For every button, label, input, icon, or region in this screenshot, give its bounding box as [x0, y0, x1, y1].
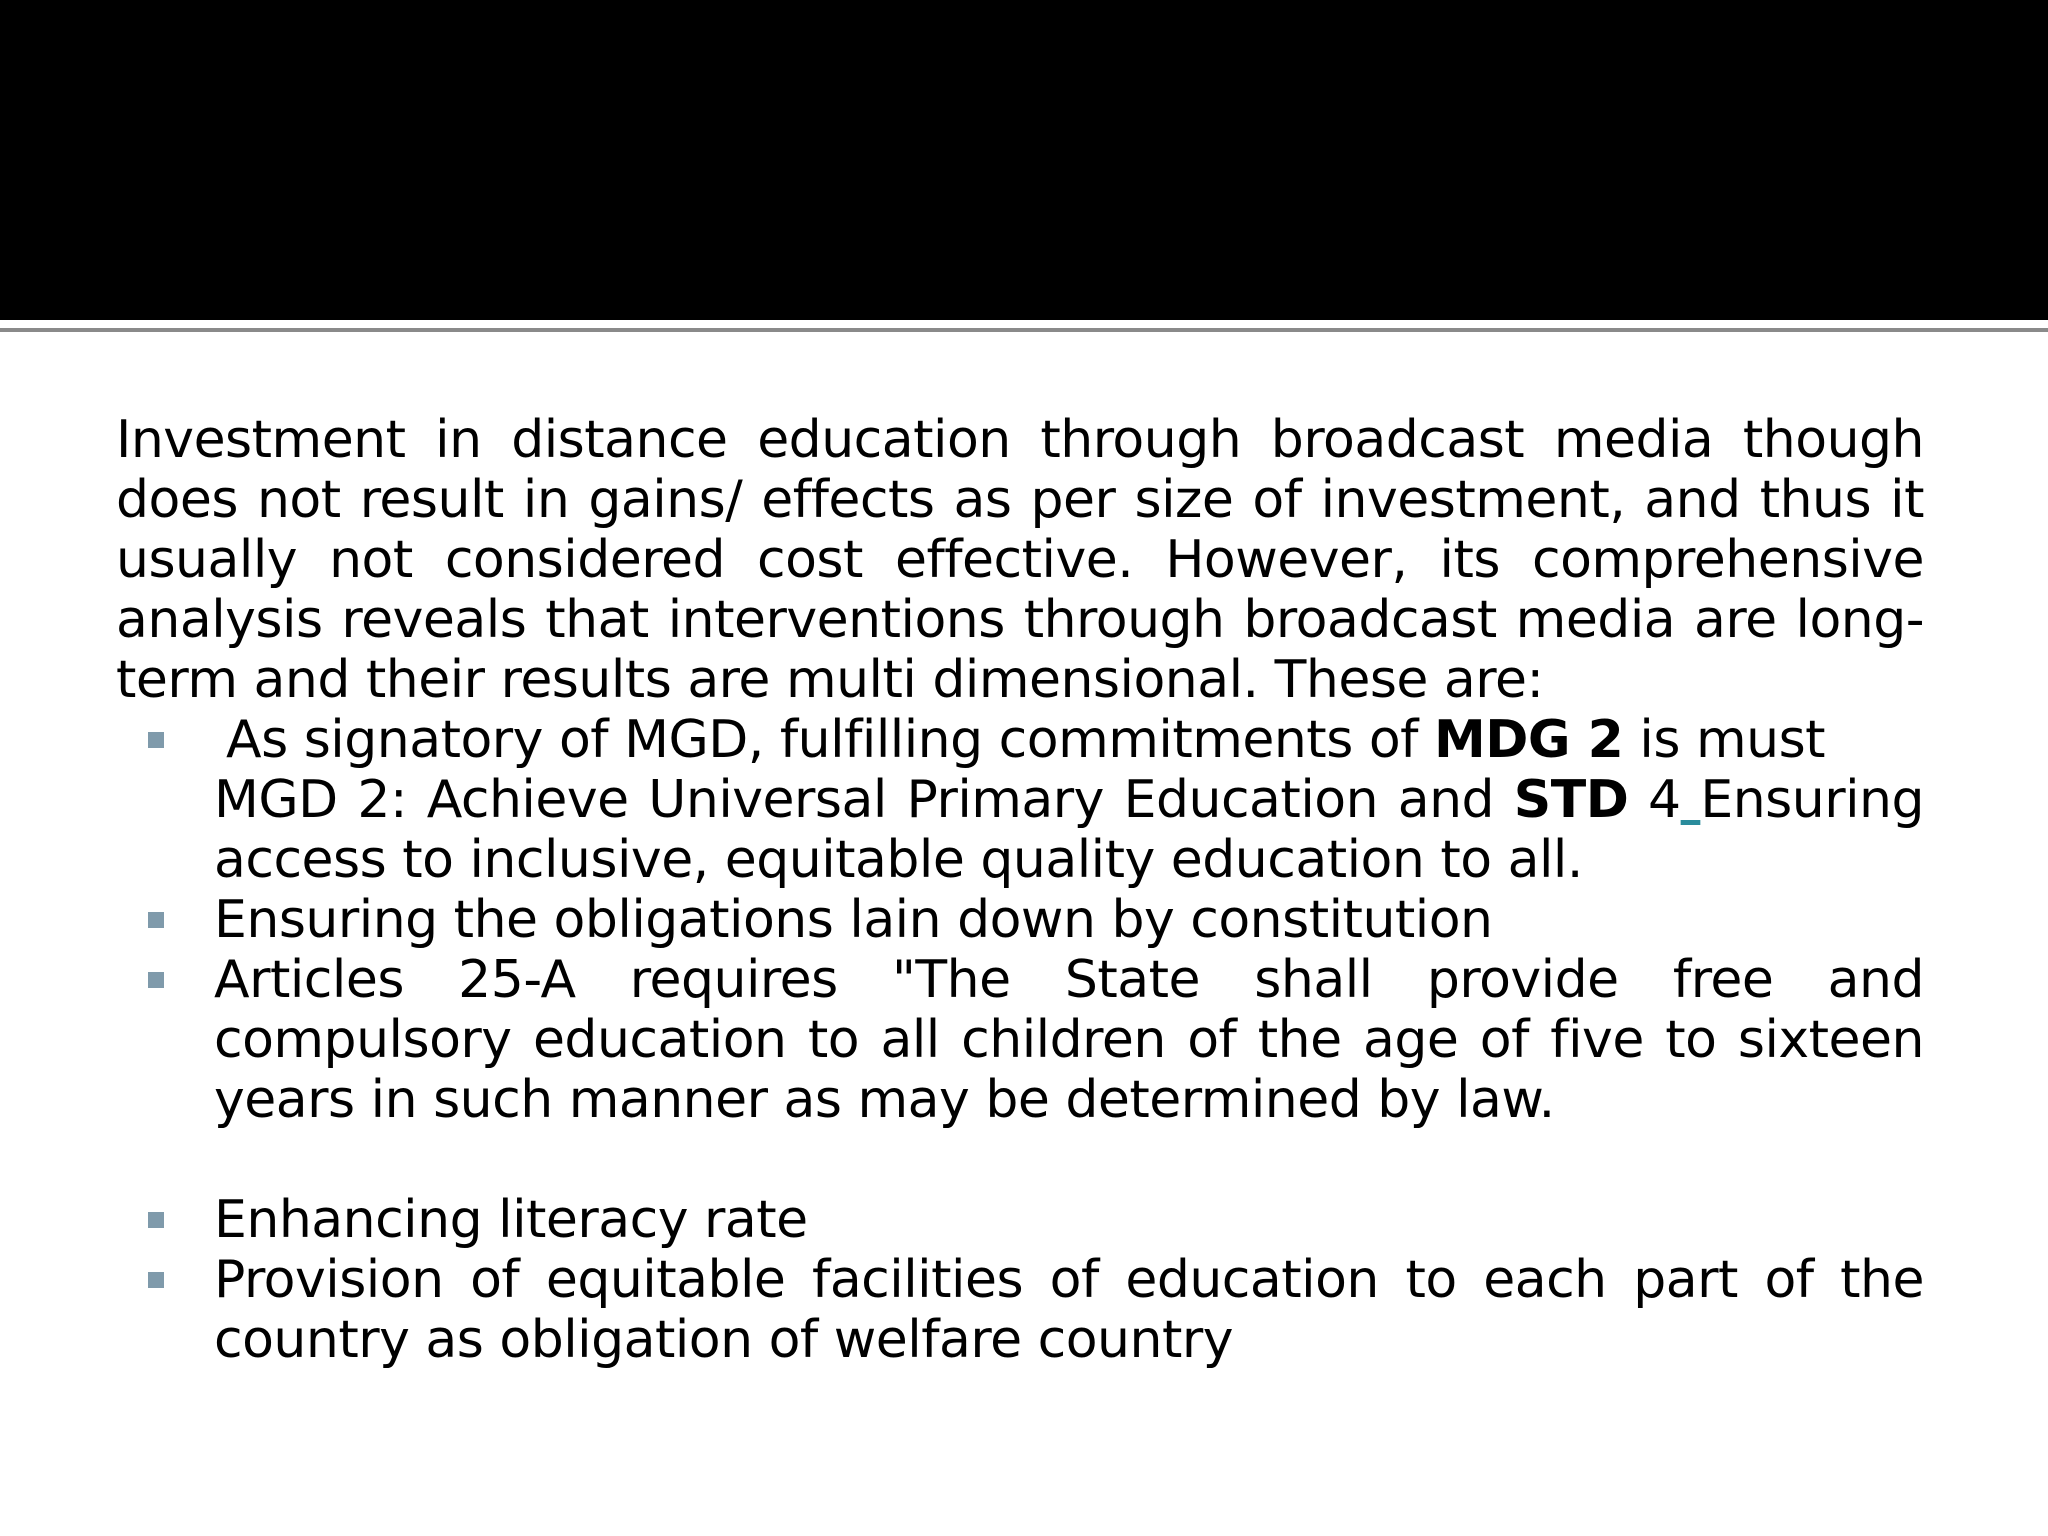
- hyperlink-fragment[interactable]: [1681, 770, 1701, 830]
- list-item: [116, 710, 1924, 890]
- square-bullet-icon: [148, 1212, 164, 1228]
- bold-term: STD: [1513, 770, 1629, 830]
- list-spacer: [116, 1130, 1924, 1190]
- bullet-text: Articles 25-A requires "The State shall provide free and compulsory education to all children of the age of five to sixteen years in such manner as may be determined by law.: [214, 950, 1924, 1130]
- list-item: [116, 1190, 1924, 1250]
- bold-term: MDG 2: [1433, 710, 1624, 770]
- bullet-line: As signatory of MGD, fulfilling commitments of MDG 2 is must: [226, 710, 1826, 770]
- slide-title-band: [0, 0, 2048, 320]
- square-bullet-icon: [148, 732, 164, 748]
- slide-body: [116, 410, 1924, 1370]
- bullet-list: [116, 710, 1924, 1370]
- square-bullet-icon: [148, 1272, 164, 1288]
- bullet-text: As signatory of MGD, fulfilling commitments of MDG 2 is must MGD 2: Achieve Universal Primary Education and STD 4 Ensuring access to inclusive, equitable quality education to all.: [214, 710, 1924, 890]
- bullet-text: Provision of equitable facilities of education to each part of the country as obligation of welfare country: [214, 1250, 1924, 1370]
- square-bullet-icon: [148, 912, 164, 928]
- list-item: [116, 1250, 1924, 1370]
- list-item: [116, 890, 1924, 950]
- bullet-text: Ensuring the obligations lain down by constitution: [214, 890, 1493, 950]
- intro-paragraph: Investment in distance education through broadcast media though does not result in gains/ effects as per size of investment, and thus it usually not considered cost effective. However, its comprehensive analysis reveals that interventions through broadcast media are long-term and their results are multi dimensional. These are:: [116, 410, 1924, 710]
- square-bullet-icon: [148, 972, 164, 988]
- bullet-text: Enhancing literacy rate: [214, 1190, 808, 1250]
- list-item: [116, 950, 1924, 1130]
- title-divider: [0, 328, 2048, 332]
